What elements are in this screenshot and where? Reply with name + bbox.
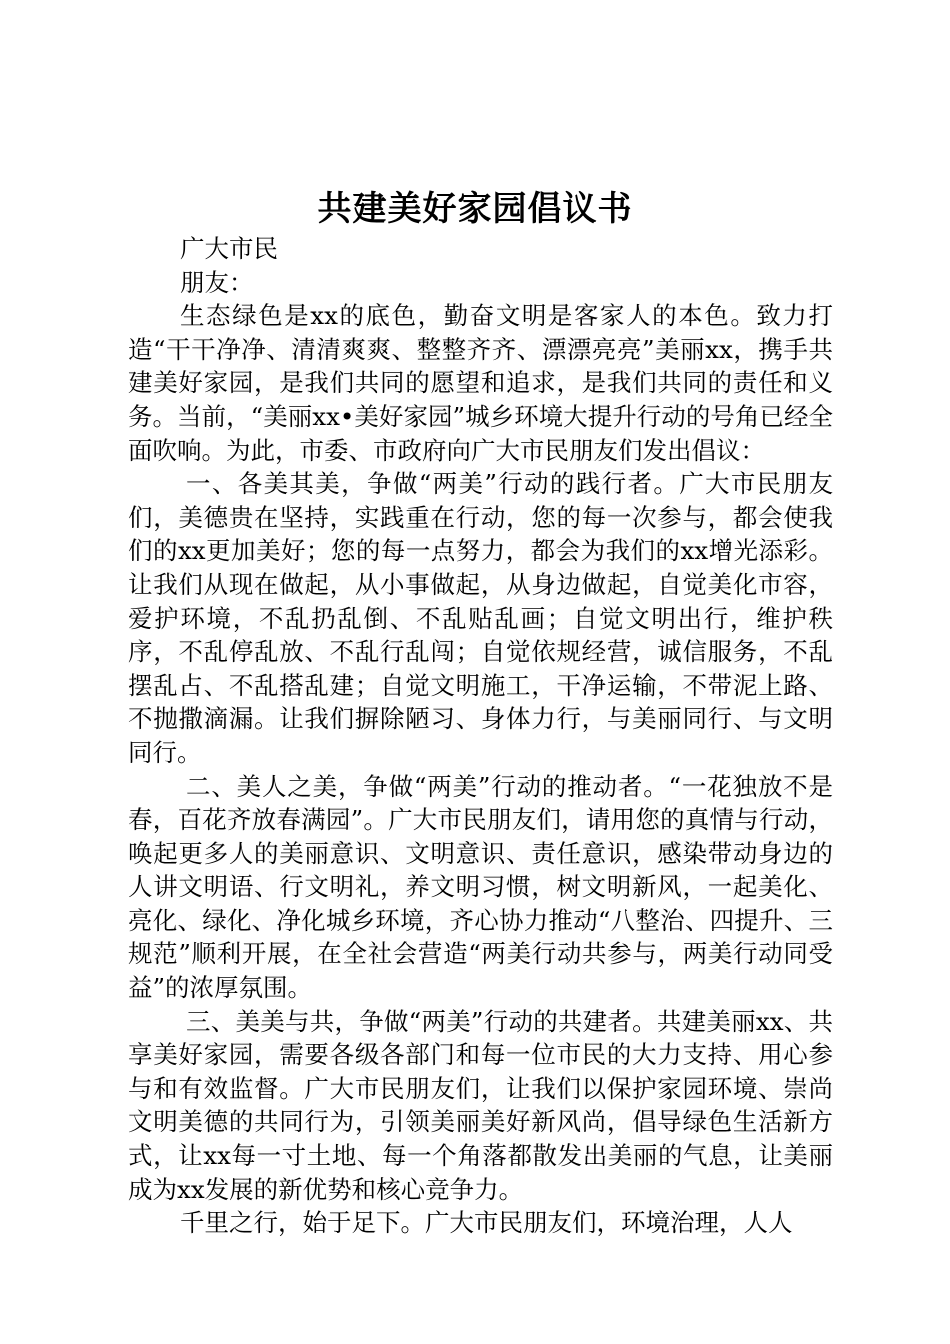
salutation-line-1: 广大市民 [180,234,278,263]
paragraph-point-3: 三、美美与共，争做“两美”行动的共建者。共建美丽xx、共享美好家园，需要各级各部门和每一位市民的大力支持、用心参与和有效监督。广大市民朋友们，让我们以保护家园环境、崇尚文明美德的共同行为，引领美丽美好新风尚，倡导绿色生活新方式，让xx每一寸土地、每一个角落都散发出美丽的气息，让美丽成为xx发展的新优势和核心竞争力。 [128,1006,833,1204]
paragraph-point-1: 一、各美其美，争做“两美”行动的践行者。广大市民朋友们，美德贵在坚持，实践重在行动，您的每一次参与，都会使我们的xx更加美好；您的每一点努力，都会为我们的xx增光添彩。让我们从现在做起，从小事做起，从身边做起，自觉美化市容，爱护环境，不乱扔乱倒、不乱贴乱画；自觉文明出行，维护秩序，不乱停乱放、不乱行乱闯；自觉依规经营，诚信服务，不乱摆乱占、不乱搭乱建；自觉文明施工，干净运输，不带泥上路、不抛撒滴漏。让我们摒除陋习、身体力行，与美丽同行、与文明同行。 [128,469,833,767]
document-title: 共建美好家园倡议书 [317,189,633,229]
salutation-line-2: 朋友： [180,267,254,297]
document-body [128,232,833,1240]
paragraph-closing: 千里之行，始于足下。广大市民朋友们，环境治理，人人 [180,1208,793,1238]
paragraph-point-2: 二、美人之美，争做“两美”行动的推动者。“一花独放不是春，百花齐放春满园”。广大市民朋友们，请用您的真情与行动，唤起更多人的美丽意识、文明意识、责任意识，感染带动身边的人讲文明语、行文明礼，养文明习惯，树文明新风，一起美化、亮化、绿化、净化城乡环境，齐心协力推动“八整治、四提升、三规范”顺利开展，在全社会营造“两美行动共参与，两美行动同受益”的浓厚氛围。 [128,771,833,1003]
paragraph-intro: 生态绿色是xx的底色，勤奋文明是客家人的本色。致力打造“干干净净、清清爽爽、整整齐齐、漂漂亮亮”美丽xx，携手共建美好家园，是我们共同的愿望和追求，是我们共同的责任和义务。当前，“美丽xx•美好家园”城乡环境大提升行动的号角已经全面吹响。为此，市委、市政府向广大市民朋友们发出倡议： [128,301,833,465]
